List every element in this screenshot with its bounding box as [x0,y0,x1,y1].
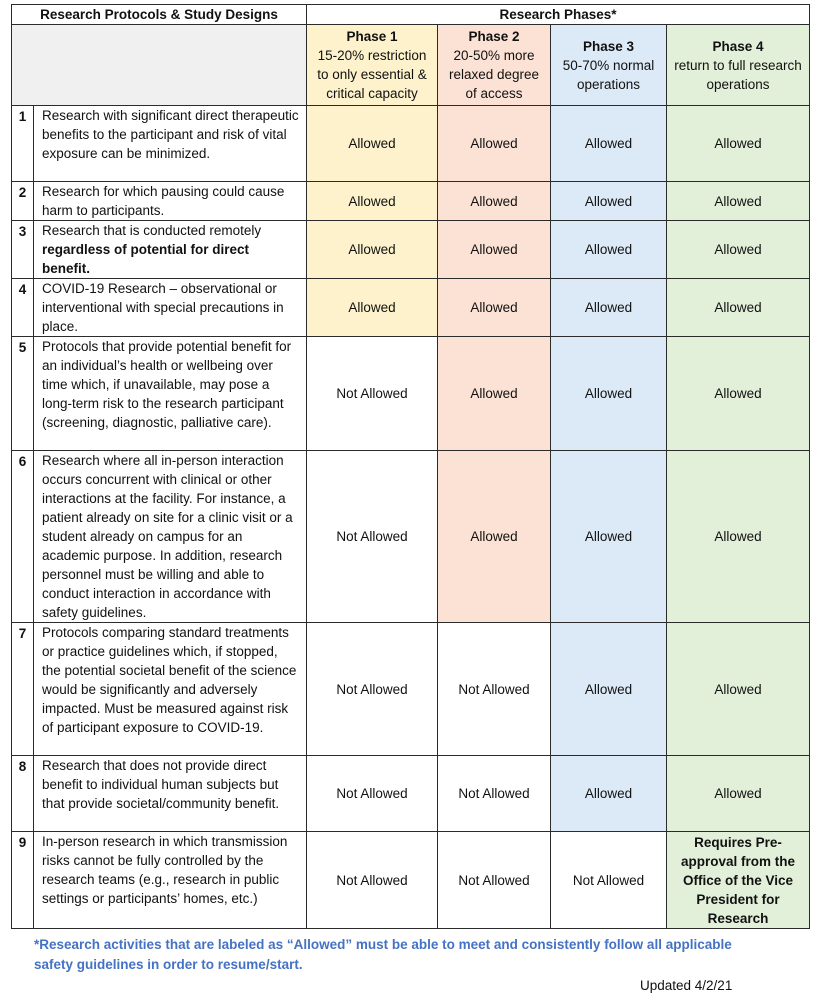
phase-3-cell: Allowed [551,623,667,756]
phase-4-cell: Allowed [667,337,810,451]
phase-4-desc: return to full research operations [674,57,802,92]
row-description: COVID-19 Research – observational or interventional with special precautions in place. [34,279,307,337]
phase-1-name: Phase 1 [346,29,398,44]
phase-1-desc: 15-20% restriction to only essential & critical capacity [317,48,427,101]
table-row [12,279,810,337]
header-blank-cell [12,25,307,106]
phase-3-cell: Allowed [551,279,667,337]
row-number: 1 [12,106,34,182]
phase-2-cell: Allowed [438,279,551,337]
research-phases-table [11,4,810,929]
phase-3-cell: Not Allowed [551,832,667,929]
row-number: 6 [12,451,34,623]
phase-4-cell: Allowed [667,279,810,337]
phase-2-cell: Not Allowed [438,832,551,929]
table-row [12,451,810,623]
row-number: 2 [12,182,34,221]
phase-4-cell: Allowed [667,106,810,182]
phase-2-cell: Not Allowed [438,756,551,832]
phase-2-name: Phase 2 [468,29,520,44]
phase-3-cell: Allowed [551,337,667,451]
row-number: 4 [12,279,34,337]
phase-1-cell: Not Allowed [307,756,438,832]
phase-2-cell: Allowed [438,451,551,623]
phase-4-cell: Allowed [667,182,810,221]
phase-3-cell: Allowed [551,756,667,832]
phase-1-cell: Not Allowed [307,337,438,451]
phase-4-cell: Requires Pre-approval from the Office of the Vice President for Research [667,832,810,929]
phase-1-cell: Not Allowed [307,832,438,929]
phase-4-header [667,25,810,106]
table-row [12,221,810,279]
row-description: Research where all in-person interaction occurs concurrent with clinical or other interactions at the facility. For instance, a patient already on site for a clinic visit or a student already on campus for an academic purpose. In addition, research personnel must be willing and able to conduct interaction in accordance with safety guidelines. [34,451,307,623]
phase-4-name: Phase 4 [712,38,764,54]
table-row [12,623,810,756]
phase-1-cell: Not Allowed [307,451,438,623]
phase-2-cell: Allowed [438,182,551,221]
row-description: Research with significant direct therapeutic benefits to the participant and risk of vital exposure can be minimized. [34,106,307,182]
phase-2-cell: Not Allowed [438,623,551,756]
phases-header: Research Phases* [307,5,810,25]
phase-3-cell: Allowed [551,182,667,221]
row-number: 7 [12,623,34,756]
row-number: 8 [12,756,34,832]
phase-1-cell: Allowed [307,279,438,337]
row-description-bold: regardless of potential for direct benefit. [42,242,250,276]
phase-4-cell: Allowed [667,221,810,279]
row-description: Protocols that provide potential benefit for an individual’s health or wellbeing over time which, if unavailable, may pose a long-term risk to the research participant (screening, diagnostic, palliative care). [34,337,307,451]
phase-4-cell: Allowed [667,451,810,623]
phase-1-cell: Not Allowed [307,623,438,756]
table-row [12,106,810,182]
row-description: In-person research in which transmission risks cannot be fully controlled by the research teams (e.g., research in public settings or participants’ homes, etc.) [34,832,307,929]
row-number: 3 [12,221,34,279]
table-row [12,756,810,832]
row-number: 5 [12,337,34,451]
phase-4-cell: Allowed [667,623,810,756]
row-description [34,221,307,279]
phase-1-cell: Allowed [307,182,438,221]
phase-2-cell: Allowed [438,106,551,182]
table-row [12,337,810,451]
phase-2-cell: Allowed [438,221,551,279]
row-description-text: Research that is conducted remotely [42,223,262,238]
phase-1-cell: Allowed [307,106,438,182]
phase-3-cell: Allowed [551,221,667,279]
phase-4-cell: Allowed [667,756,810,832]
phase-3-desc: 50-70% normal operations [562,57,655,92]
phase-3-cell: Allowed [551,106,667,182]
footnote: *Research activities that are labeled as “Allowed” must be able to meet and consistently follow all applicable safety guidelines in order to resume/start. [34,937,732,972]
phase-2-cell: Allowed [438,337,551,451]
phase-3-name: Phase 3 [582,38,635,54]
row-description: Research that does not provide direct benefit to individual human subjects but that provide societal/community benefit. [34,756,307,832]
phase-3-header [551,25,667,106]
phase-2-header [438,25,551,106]
protocols-header: Research Protocols & Study Designs [12,5,307,25]
updated-date: Updated 4/2/21 [640,978,733,993]
table-row [12,182,810,221]
row-description: Protocols comparing standard treatments or practice guidelines which, if stopped, the potential societal benefit of the science would be significantly and adversely impacted. Must be measured against risk of participant exposure to COVID-19. [34,623,307,756]
phase-1-cell: Allowed [307,221,438,279]
phase-2-desc: 20-50% more relaxed degree of access [448,48,540,101]
phase-1-header [307,25,438,106]
phase-3-cell: Allowed [551,451,667,623]
row-number: 9 [12,832,34,929]
row-description: Research for which pausing could cause harm to participants. [34,182,307,221]
table-row [12,832,810,929]
